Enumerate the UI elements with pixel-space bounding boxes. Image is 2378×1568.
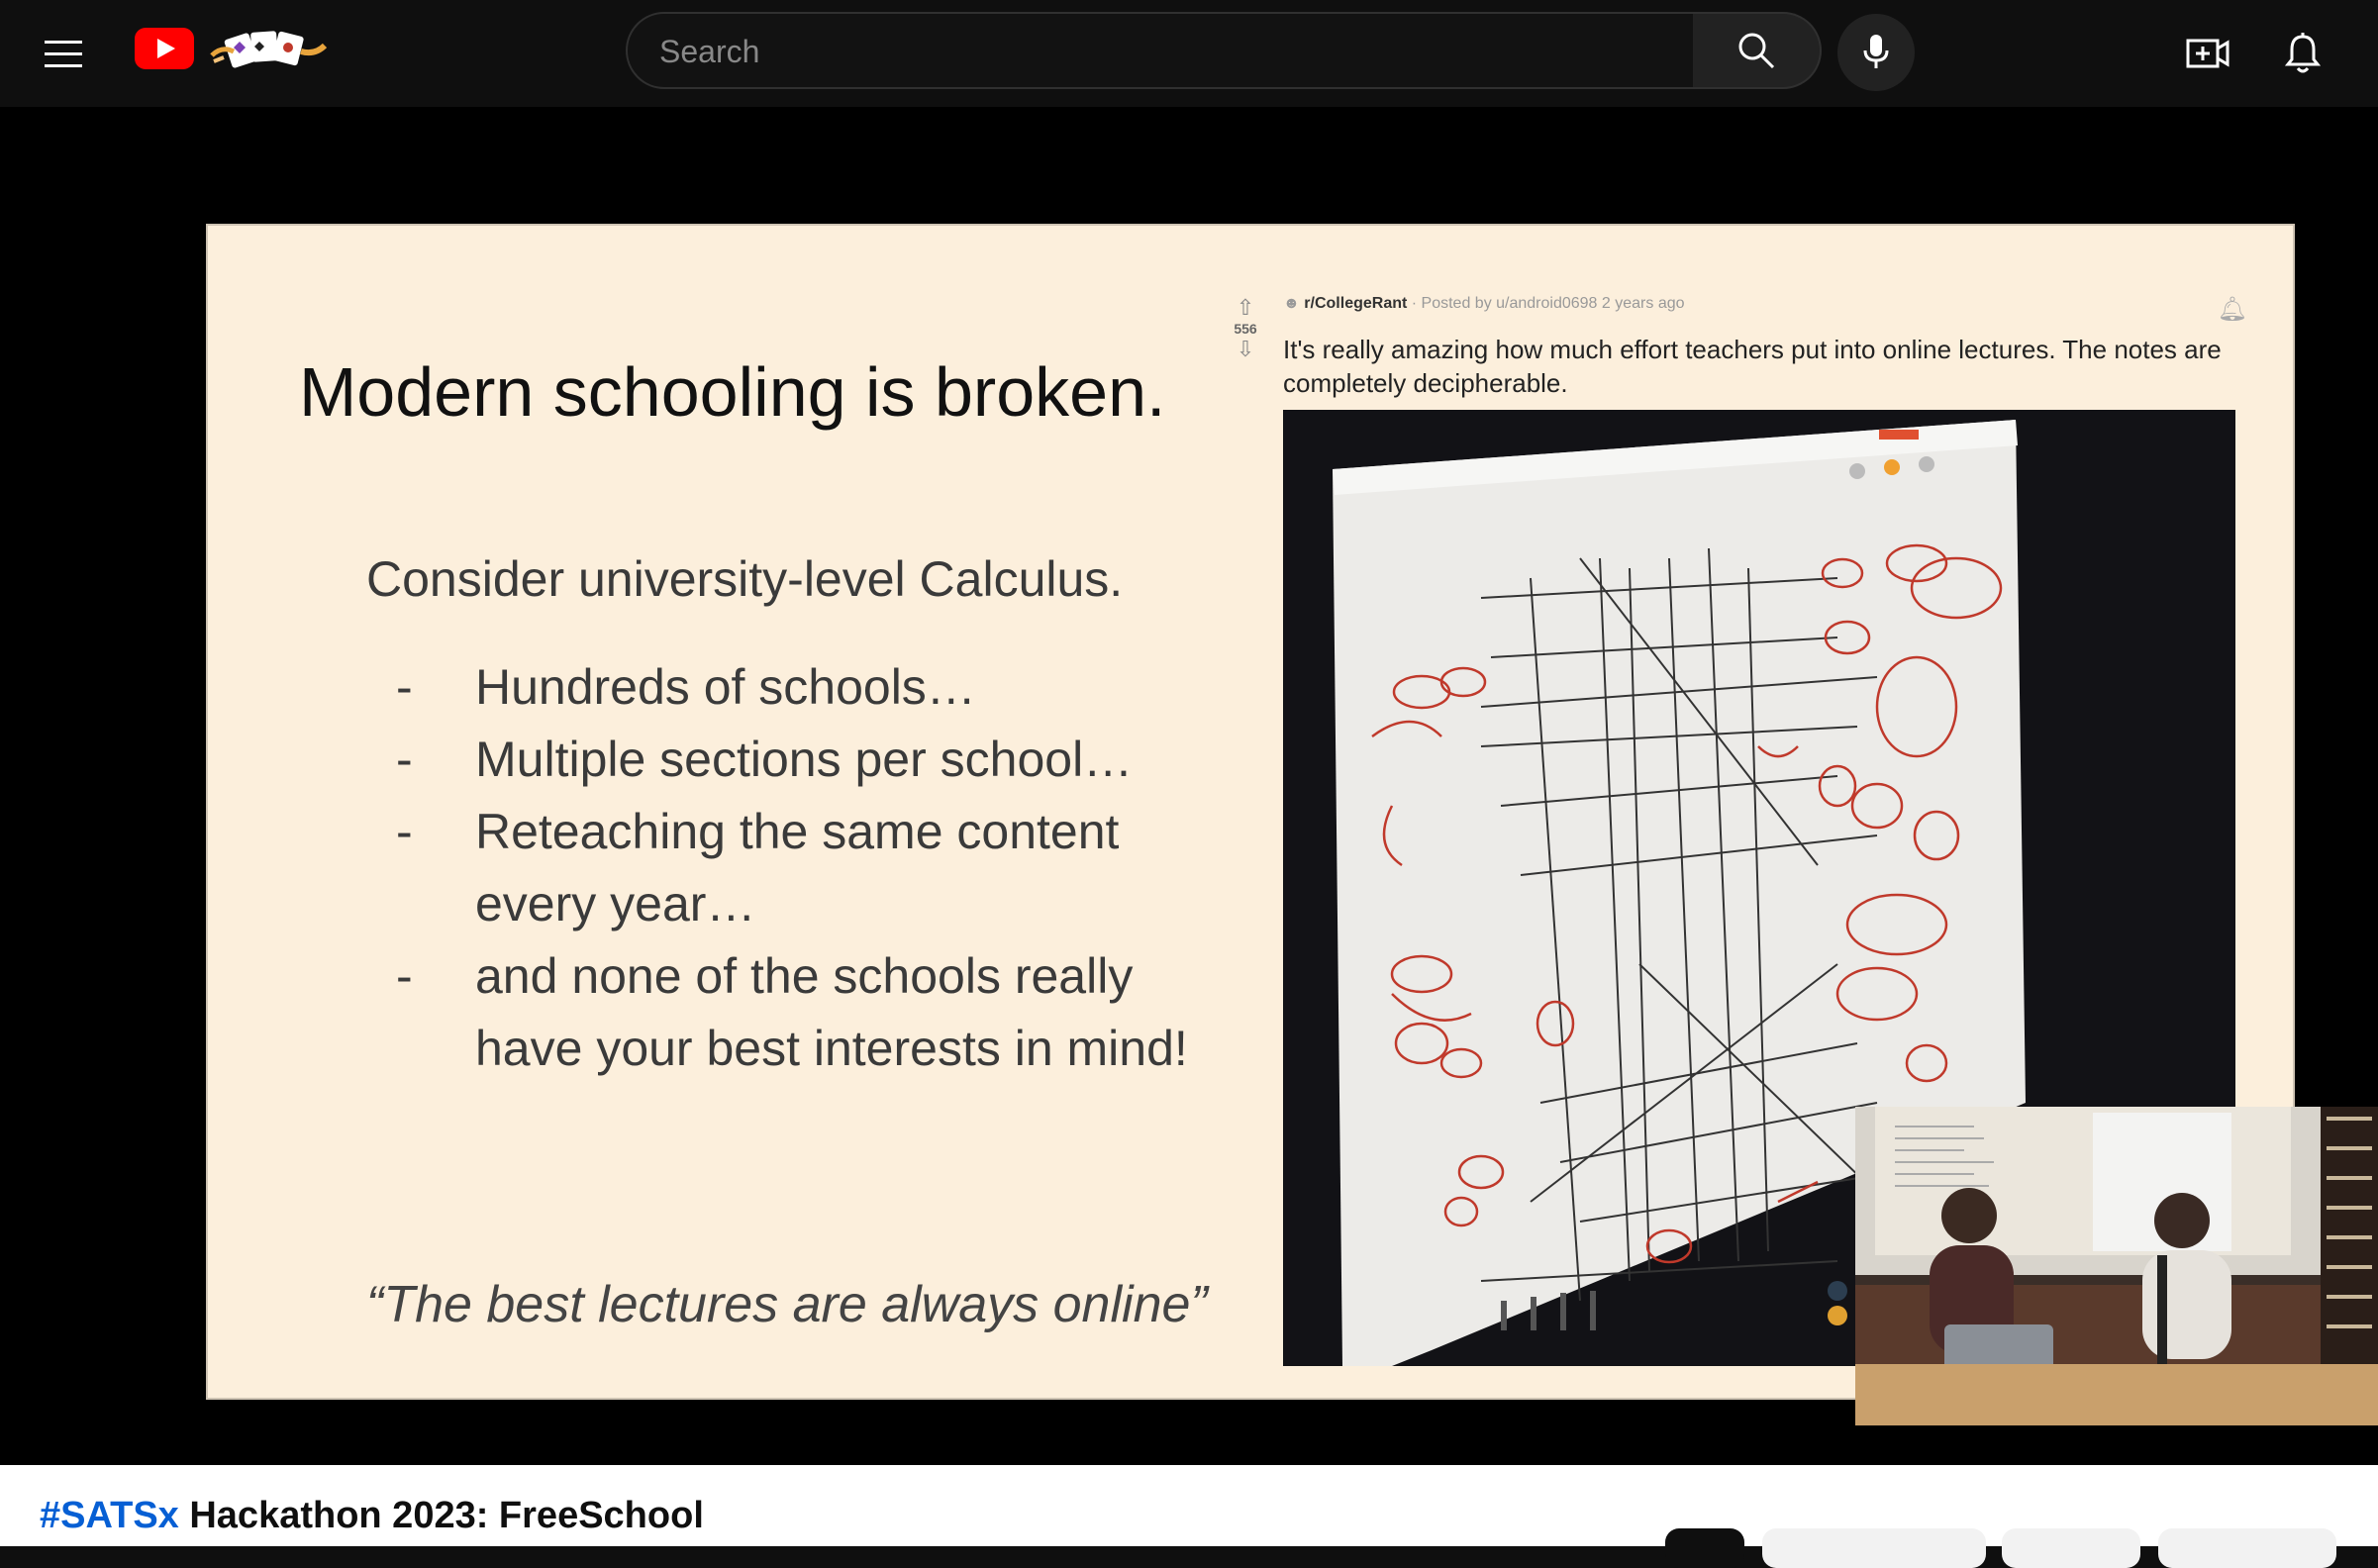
vote-column: [1228, 295, 1263, 362]
mic-icon: [1861, 33, 1891, 72]
menu-icon: [45, 39, 82, 68]
masthead: [0, 0, 2378, 107]
bullet-marker: -: [396, 659, 413, 715]
bullet-text: and none of the schools really have your best interests in mind!: [475, 948, 1188, 1076]
menu-button[interactable]: [36, 26, 91, 81]
bullet-text: Reteaching the same content every year…: [475, 804, 1120, 931]
video-player[interactable]: [0, 107, 2378, 1465]
action-chip[interactable]: [2158, 1528, 2336, 1568]
notification-bell-icon: [2285, 33, 2321, 74]
doodle-logo[interactable]: [210, 22, 329, 71]
hashtag-link[interactable]: #SATSx: [40, 1495, 179, 1536]
search-box: [626, 12, 1695, 89]
youtube-home-link[interactable]: [135, 28, 194, 69]
slide-quote: “The best lectures are always online”: [366, 1276, 1208, 1333]
post-bell-icon: 🔔︎: [2217, 296, 2247, 323]
slide-subtitle: Consider university-level Calculus.: [366, 551, 1124, 607]
action-chip[interactable]: [1665, 1528, 1744, 1568]
slide-bullet: [396, 651, 1228, 724]
bullet-text: Hundreds of schools…: [475, 659, 976, 715]
post-title: It's really amazing how much effort teachers put into online lectures. The notes are completely decipherable.: [1283, 335, 2222, 398]
subreddit-icon: ☻: [1283, 295, 1300, 312]
post-meta: [1283, 295, 1685, 313]
video-title-text: Hackathon 2023: FreeSchool: [189, 1495, 704, 1536]
bullet-marker: -: [396, 732, 413, 787]
downvote-icon: ⇩: [1236, 337, 1255, 361]
slide-bullet: [396, 940, 1228, 1085]
youtube-logo-icon: [135, 28, 194, 69]
upvote-icon: ⇧: [1236, 295, 1255, 320]
search-input[interactable]: [657, 14, 1651, 89]
voice-search-button[interactable]: [1837, 14, 1915, 91]
action-chip[interactable]: [2002, 1528, 2140, 1568]
bullet-marker: -: [396, 948, 413, 1004]
speakers-camera-image: [1855, 1107, 2378, 1425]
notifications-button[interactable]: [2273, 24, 2332, 83]
doodle-cards-icon: [210, 22, 329, 71]
create-button[interactable]: [2178, 24, 2237, 83]
bullet-text: Multiple sections per school…: [475, 732, 1134, 787]
search-button[interactable]: [1693, 12, 1822, 89]
bullet-marker: -: [396, 804, 413, 859]
slide-bullet: [396, 796, 1228, 940]
speaker-camera-inset: [1855, 1107, 2378, 1425]
post-meta-text: · Posted by u/android0698 2 years ago: [1411, 295, 1685, 312]
slide-bullet: [396, 724, 1228, 796]
create-video-icon: [2186, 37, 2229, 70]
slide-title: Modern schooling is broken.: [299, 353, 1166, 431]
action-chip[interactable]: [1762, 1528, 1986, 1568]
video-title: [40, 1495, 704, 1537]
slide-bullet-list: [396, 651, 1228, 1085]
vote-count: 556: [1234, 321, 1257, 337]
subreddit-name: r/CollegeRant: [1304, 295, 1408, 312]
search-icon: [1736, 31, 1776, 70]
